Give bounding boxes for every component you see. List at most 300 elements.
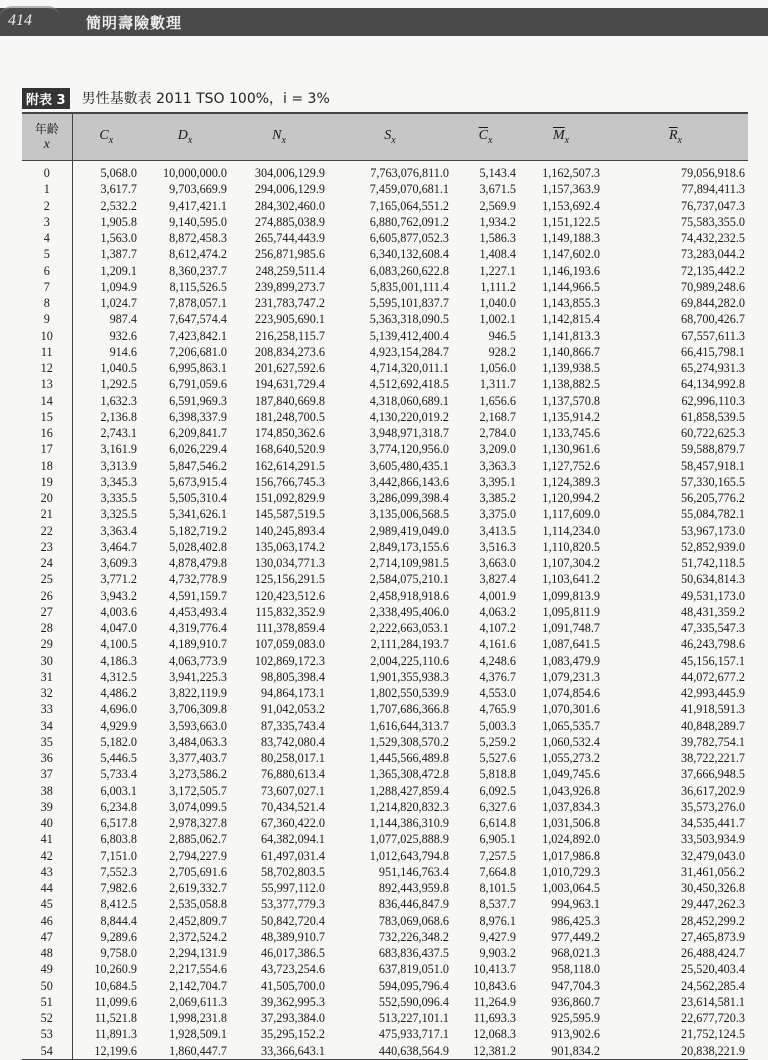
value-cell: 3,385.2 — [479, 491, 516, 506]
value-cell: 1,153,692.4 — [542, 198, 600, 213]
value-cell: 1,110,820.5 — [542, 539, 600, 554]
value-cell: 1,031,506.8 — [542, 816, 600, 831]
age-cell: 2 — [22, 198, 72, 214]
value-cell: 4,376.7 — [479, 669, 516, 684]
table-row — [22, 604, 748, 620]
value-cell: 6,803.8 — [100, 832, 137, 847]
table-row — [22, 393, 748, 409]
value-cell: 1,141,813.3 — [542, 328, 600, 343]
age-cell: 9 — [22, 311, 72, 327]
value-cell: 98,805,398.4 — [261, 669, 325, 684]
value-cell: 3,464.7 — [100, 539, 137, 554]
value-cell: 7,552.3 — [100, 864, 137, 879]
value-cell: 4,318,060,689.1 — [369, 393, 449, 408]
table-row — [22, 490, 748, 506]
value-cell: 1,040.0 — [479, 296, 516, 311]
value-cell: 1,060,532.4 — [542, 734, 600, 749]
age-cell: 50 — [22, 978, 72, 994]
value-cell: 64,382,094.1 — [261, 832, 325, 847]
value-cell: 1,024.7 — [100, 296, 137, 311]
value-cell: 6,614.8 — [479, 816, 516, 831]
value-cell: 55,997,112.0 — [261, 881, 325, 896]
value-cell: 111,378,859.4 — [255, 621, 325, 636]
value-cell: 5,182.0 — [100, 734, 137, 749]
table-row — [22, 328, 748, 344]
value-cell: 58,457,918.1 — [681, 458, 745, 473]
value-cell: 1,012,643,794.8 — [369, 848, 449, 863]
value-cell: 2,069,611.3 — [169, 994, 227, 1009]
column-header-subscript: x — [391, 134, 396, 146]
value-cell: 1,120,994.2 — [542, 491, 600, 506]
value-cell: 1,142,815.4 — [542, 312, 600, 327]
value-cell: 1,065,535.7 — [542, 718, 600, 733]
value-cell: 1,010,729.3 — [542, 864, 600, 879]
age-cell: 16 — [22, 425, 72, 441]
value-cell: 958,118.0 — [551, 962, 600, 977]
value-cell: 33,366,643.1 — [261, 1043, 325, 1058]
value-cell: 67,360,422.0 — [261, 816, 325, 831]
value-cell: 1,632.3 — [100, 393, 137, 408]
age-cell: 23 — [22, 539, 72, 555]
value-cell: 10,000,000.0 — [163, 166, 227, 181]
value-cell: 3,161.9 — [100, 442, 137, 457]
table-body — [22, 161, 748, 1059]
value-cell: 10,413.7 — [473, 962, 516, 977]
value-cell: 783,069,068.6 — [378, 913, 449, 928]
value-cell: 1,079,231.3 — [542, 669, 600, 684]
value-cell: 2,784.0 — [479, 426, 516, 441]
value-cell: 6,791,059.6 — [169, 377, 227, 392]
value-cell: 4,929.9 — [100, 718, 137, 733]
value-cell: 7,165,064,551.2 — [369, 198, 449, 213]
value-cell: 10,843.6 — [473, 978, 516, 993]
table-row — [22, 279, 748, 295]
value-cell: 4,003.6 — [100, 604, 137, 619]
value-cell: 156,766,745.3 — [254, 474, 325, 489]
value-cell: 9,758.0 — [100, 946, 137, 961]
value-cell: 6,605,877,052.3 — [369, 231, 449, 246]
value-cell: 4,765.9 — [479, 702, 516, 717]
age-cell: 49 — [22, 961, 72, 977]
value-cell: 239,899,273.7 — [254, 279, 325, 294]
value-cell: 5,527.6 — [479, 751, 516, 766]
value-cell: 1,091,748.7 — [542, 621, 600, 636]
value-cell: 10,260.9 — [94, 962, 137, 977]
table-row — [22, 685, 748, 701]
value-cell: 6,092.5 — [479, 783, 516, 798]
value-cell: 194,631,729.4 — [254, 377, 325, 392]
value-cell: 3,135,006,568.5 — [369, 507, 449, 522]
value-cell: 11,891.3 — [94, 1027, 137, 1042]
value-cell: 6,026,229.4 — [169, 442, 227, 457]
age-column-header — [22, 113, 72, 161]
value-cell: 76,737,047.3 — [681, 198, 745, 213]
value-cell: 30,450,326.8 — [681, 881, 745, 896]
value-cell: 66,415,798.1 — [681, 344, 745, 359]
value-cell: 1,408.4 — [479, 247, 516, 262]
value-cell: 44,072,677.2 — [681, 669, 745, 684]
value-cell: 248,259,511.4 — [255, 263, 325, 278]
age-cell: 51 — [22, 994, 72, 1010]
value-cell: 4,591,159.7 — [169, 588, 227, 603]
value-cell: 1,162,507.3 — [542, 166, 600, 181]
value-cell: 33,503,934.9 — [681, 832, 745, 847]
value-cell: 2,136.8 — [100, 409, 137, 424]
table-row — [22, 783, 748, 799]
value-cell: 7,763,076,811.0 — [370, 166, 449, 181]
age-cell: 12 — [22, 360, 72, 376]
value-cell: 925,595.9 — [551, 1011, 600, 1026]
value-cell: 8,976.1 — [479, 913, 516, 928]
value-cell: 5,733.4 — [100, 767, 137, 782]
value-cell: 8,360,237.7 — [169, 263, 227, 278]
value-cell: 637,819,051.0 — [378, 962, 449, 977]
table-row — [22, 815, 748, 831]
value-cell: 3,617.7 — [100, 182, 137, 197]
column-header-dx — [140, 113, 230, 161]
value-cell: 4,512,692,418.5 — [369, 377, 449, 392]
value-cell: 4,107.2 — [479, 621, 516, 636]
value-cell: 3,941,225.3 — [169, 669, 227, 684]
age-header-label: 年齡 — [34, 122, 59, 136]
value-cell: 5,182,719.2 — [169, 523, 227, 538]
age-cell: 25 — [22, 571, 72, 587]
value-cell: 1,586.3 — [479, 231, 516, 246]
value-cell: 28,452,299.2 — [681, 913, 745, 928]
table-row — [22, 945, 748, 961]
value-cell: 3,363.3 — [479, 458, 516, 473]
value-cell: 3,516.3 — [479, 539, 516, 554]
value-cell: 1,387.7 — [100, 247, 137, 262]
table-row — [22, 588, 748, 604]
value-cell: 977,449.2 — [551, 929, 600, 944]
value-cell: 50,842,720.4 — [261, 913, 325, 928]
age-cell: 45 — [22, 896, 72, 912]
value-cell: 5,818.8 — [479, 767, 516, 782]
value-cell: 120,423,512.6 — [254, 588, 325, 603]
age-cell: 54 — [22, 1043, 72, 1059]
age-cell: 20 — [22, 490, 72, 506]
value-cell: 947,704.3 — [551, 978, 600, 993]
value-cell: 1,043,926.8 — [542, 783, 600, 798]
value-cell: 2,535,058.8 — [169, 897, 227, 912]
value-cell: 1,037,834.3 — [542, 799, 600, 814]
table-row — [22, 848, 748, 864]
value-cell: 951,146,763.4 — [378, 864, 449, 879]
age-cell: 6 — [22, 263, 72, 279]
value-cell: 1,149,188.3 — [542, 231, 600, 246]
column-header-nx — [230, 113, 328, 161]
value-cell: 1,055,273.2 — [542, 751, 600, 766]
value-cell: 73,283,044.2 — [681, 247, 745, 262]
table-row — [22, 409, 748, 425]
value-cell: 932.6 — [109, 328, 137, 343]
age-cell: 19 — [22, 474, 72, 490]
value-cell: 5,003.3 — [479, 718, 516, 733]
value-cell: 10,684.5 — [94, 978, 137, 993]
age-cell: 37 — [22, 766, 72, 782]
column-header-symbol: $\overline{M}$ — [552, 128, 565, 144]
age-cell: 30 — [22, 653, 72, 669]
table-row — [22, 880, 748, 896]
value-cell: 1,311.7 — [479, 377, 516, 392]
value-cell: 5,341,626.1 — [169, 507, 227, 522]
value-cell: 6,591,969.3 — [169, 393, 227, 408]
table-row — [22, 246, 748, 262]
value-cell: 9,703,669.9 — [169, 182, 227, 197]
value-cell: 3,074,099.5 — [169, 799, 227, 814]
value-cell: 62,996,110.3 — [681, 393, 745, 408]
value-cell: 140,245,893.4 — [254, 523, 325, 538]
value-cell: 3,286,099,398.4 — [369, 491, 449, 506]
value-cell: 2,978,327.8 — [169, 816, 227, 831]
value-cell: 45,156,157.1 — [681, 653, 745, 668]
value-cell: 4,161.6 — [479, 637, 516, 652]
column-header-bar-mx — [519, 113, 603, 161]
value-cell: 1,292.5 — [100, 377, 137, 392]
age-cell: 42 — [22, 848, 72, 864]
value-cell: 1,138,882.5 — [542, 377, 600, 392]
value-cell: 4,312.5 — [100, 669, 137, 684]
table-row — [22, 230, 748, 246]
table-row — [22, 198, 748, 214]
value-cell: 25,520,403.4 — [681, 962, 745, 977]
value-cell: 41,918,591.3 — [681, 702, 745, 717]
age-cell: 10 — [22, 328, 72, 344]
value-cell: 9,140,595.0 — [169, 214, 227, 229]
column-header-subscript: x — [564, 134, 570, 146]
value-cell: 231,783,747.2 — [254, 296, 325, 311]
column-header-sx — [328, 113, 452, 161]
value-cell: 208,834,273.6 — [254, 344, 325, 359]
value-cell: 513,227,101.1 — [378, 1011, 449, 1026]
value-cell: 125,156,291.5 — [254, 572, 325, 587]
value-cell: 1,157,363.9 — [542, 182, 600, 197]
value-cell: 3,313.9 — [100, 458, 137, 473]
age-cell: 43 — [22, 864, 72, 880]
value-cell: 135,063,174.2 — [254, 539, 325, 554]
value-cell: 1,094.9 — [100, 279, 137, 294]
table-row — [22, 474, 748, 490]
value-cell: 5,847,546.2 — [169, 458, 227, 473]
value-cell: 914.6 — [109, 344, 137, 359]
value-cell: 53,967,173.0 — [681, 523, 745, 538]
value-cell: 181,248,700.5 — [254, 409, 325, 424]
table-row — [22, 506, 748, 522]
commutation-table — [22, 112, 748, 1059]
value-cell: 3,375.0 — [479, 507, 516, 522]
value-cell: 6,083,260,622.8 — [369, 263, 449, 278]
age-cell: 40 — [22, 815, 72, 831]
value-cell: 6,880,762,091.2 — [369, 214, 449, 229]
value-cell: 1,139,938.5 — [542, 361, 600, 376]
age-cell: 8 — [22, 295, 72, 311]
table-row — [22, 718, 748, 734]
table-row — [22, 181, 748, 197]
value-cell: 4,063,773.9 — [169, 653, 227, 668]
value-cell: 1,227.1 — [479, 263, 516, 278]
value-cell: 1,147,602.0 — [542, 247, 600, 262]
value-cell: 3,209.0 — [479, 442, 516, 457]
value-cell: 67,557,611.3 — [681, 328, 745, 343]
value-cell: 59,588,879.7 — [681, 442, 745, 457]
value-cell: 4,732,778.9 — [169, 572, 227, 587]
table-row — [22, 311, 748, 327]
value-cell: 475,933,717.1 — [378, 1027, 449, 1042]
value-cell: 41,505,700.0 — [261, 978, 325, 993]
value-cell: 70,989,248.6 — [681, 279, 745, 294]
value-cell: 294,006,129.9 — [254, 182, 325, 197]
table-row — [22, 669, 748, 685]
table-row — [22, 425, 748, 441]
value-cell: 1,144,966.5 — [542, 279, 600, 294]
value-cell: 27,465,873.9 — [681, 929, 745, 944]
value-cell: 2,532.2 — [100, 198, 137, 213]
value-cell: 1,143,855.3 — [542, 296, 600, 311]
value-cell: 5,673,915.4 — [169, 474, 227, 489]
age-cell: 13 — [22, 376, 72, 392]
value-cell: 1,117,609.0 — [542, 507, 600, 522]
value-cell: 1,802,550,539.9 — [369, 686, 449, 701]
table-row — [22, 295, 748, 311]
age-cell: 18 — [22, 458, 72, 474]
value-cell: 1,114,234.0 — [542, 523, 600, 538]
value-cell: 60,722,625.3 — [681, 426, 745, 441]
value-cell: 552,590,096.4 — [378, 994, 449, 1009]
value-cell: 1,146,193.6 — [542, 263, 600, 278]
table-row — [22, 864, 748, 880]
value-cell: 35,295,152.2 — [261, 1027, 325, 1042]
value-cell: 61,858,539.5 — [681, 409, 745, 424]
value-cell: 53,377,779.3 — [261, 897, 325, 912]
value-cell: 3,943.2 — [100, 588, 137, 603]
age-cell: 41 — [22, 831, 72, 847]
value-cell: 1,288,427,859.4 — [369, 783, 449, 798]
table-row — [22, 961, 748, 977]
value-cell: 145,587,519.5 — [254, 507, 325, 522]
age-cell: 0 — [22, 161, 72, 182]
value-cell: 39,782,754.1 — [681, 734, 745, 749]
value-cell: 987.4 — [109, 312, 137, 327]
value-cell: 2,111,284,193.7 — [370, 637, 449, 652]
column-header-symbol: $\overline{C}$ — [478, 128, 488, 144]
value-cell: 8,844.4 — [100, 913, 137, 928]
value-cell: 1,445,566,489.8 — [369, 751, 449, 766]
table-title: 男性基數表 2011 TSO 100%，i = 3% — [81, 91, 330, 107]
table-row — [22, 1043, 748, 1059]
table-row — [22, 161, 748, 182]
value-cell: 2,584,075,210.1 — [369, 572, 449, 587]
value-cell: 36,617,202.9 — [681, 783, 745, 798]
value-cell: 48,389,910.7 — [261, 929, 325, 944]
value-cell: 2,714,109,981.5 — [369, 556, 449, 571]
value-cell: 46,243,798.6 — [681, 637, 745, 652]
value-cell: 83,742,080.4 — [261, 734, 325, 749]
age-cell: 33 — [22, 701, 72, 717]
table-row — [22, 539, 748, 555]
value-cell: 43,723,254.6 — [261, 962, 325, 977]
value-cell: 5,505,310.4 — [169, 491, 227, 506]
value-cell: 6,517.8 — [100, 816, 137, 831]
value-cell: 968,021.3 — [551, 946, 600, 961]
column-header-symbol: C — [99, 128, 109, 144]
value-cell: 836,446,847.9 — [378, 897, 449, 912]
table-row — [22, 896, 748, 912]
value-cell: 2,619,332.7 — [169, 881, 227, 896]
value-cell: 9,903.2 — [479, 946, 516, 961]
value-cell: 46,017,386.5 — [261, 946, 325, 961]
value-cell: 2,705,691.6 — [169, 864, 227, 879]
value-cell: 3,593,663.0 — [169, 718, 227, 733]
value-cell: 986,425.3 — [551, 913, 600, 928]
value-cell: 12,381.2 — [473, 1043, 516, 1058]
column-header-cx — [72, 113, 140, 161]
value-cell: 35,573,276.0 — [681, 799, 745, 814]
value-cell: 3,363.4 — [100, 523, 137, 538]
value-cell: 3,948,971,318.7 — [369, 426, 449, 441]
value-cell: 47,335,547.3 — [681, 621, 745, 636]
value-cell: 51,742,118.5 — [681, 556, 745, 571]
value-cell: 223,905,690.1 — [254, 312, 325, 327]
column-header-subscript: x — [281, 134, 286, 146]
value-cell: 2,458,918,918.6 — [369, 588, 449, 603]
value-cell: 7,423,842.1 — [169, 328, 227, 343]
table-row — [22, 263, 748, 279]
age-cell: 35 — [22, 734, 72, 750]
value-cell: 3,172,505.7 — [169, 783, 227, 798]
column-header-bar-cx — [452, 113, 519, 161]
age-cell: 24 — [22, 555, 72, 571]
value-cell: 440,638,564.9 — [378, 1043, 449, 1058]
value-cell: 23,614,581.1 — [681, 994, 745, 1009]
value-cell: 1,133,745.6 — [542, 426, 600, 441]
value-cell: 4,714,320,011.1 — [370, 361, 449, 376]
value-cell: 3,484,063.3 — [169, 734, 227, 749]
value-cell: 1,127,752.6 — [542, 458, 600, 473]
value-cell: 274,885,038.9 — [254, 214, 325, 229]
value-cell: 256,871,985.6 — [254, 247, 325, 262]
value-cell: 49,531,173.0 — [681, 588, 745, 603]
value-cell: 994,963.1 — [551, 897, 600, 912]
value-cell: 7,206,681.0 — [169, 344, 227, 359]
value-cell: 8,537.7 — [479, 897, 516, 912]
age-cell: 15 — [22, 409, 72, 425]
value-cell: 3,605,480,435.1 — [369, 458, 449, 473]
value-cell: 102,869,172.3 — [254, 653, 325, 668]
value-cell: 3,827.4 — [479, 572, 516, 587]
value-cell: 1,998,231.8 — [169, 1011, 227, 1026]
value-cell: 1,901,355,938.3 — [369, 669, 449, 684]
value-cell: 6,995,863.1 — [169, 361, 227, 376]
value-cell: 20,838,221.9 — [681, 1043, 745, 1058]
value-cell: 5,139,412,400.4 — [369, 328, 449, 343]
value-cell: 61,497,031.4 — [261, 848, 325, 863]
age-cell: 26 — [22, 588, 72, 604]
value-cell: 107,059,083.0 — [254, 637, 325, 652]
age-cell: 34 — [22, 718, 72, 734]
value-cell: 79,056,918.6 — [681, 166, 745, 181]
value-cell: 3,377,403.7 — [169, 751, 227, 766]
value-cell: 4,923,154,284.7 — [369, 344, 449, 359]
table-row — [22, 653, 748, 669]
value-cell: 3,345.3 — [100, 474, 137, 489]
value-cell: 5,363,318,090.5 — [369, 312, 449, 327]
value-cell: 76,880,613.4 — [261, 767, 325, 782]
value-cell: 1,087,641.5 — [542, 637, 600, 652]
value-cell: 2,743.1 — [100, 426, 137, 441]
value-cell: 1,137,570.8 — [542, 393, 600, 408]
age-cell: 48 — [22, 945, 72, 961]
